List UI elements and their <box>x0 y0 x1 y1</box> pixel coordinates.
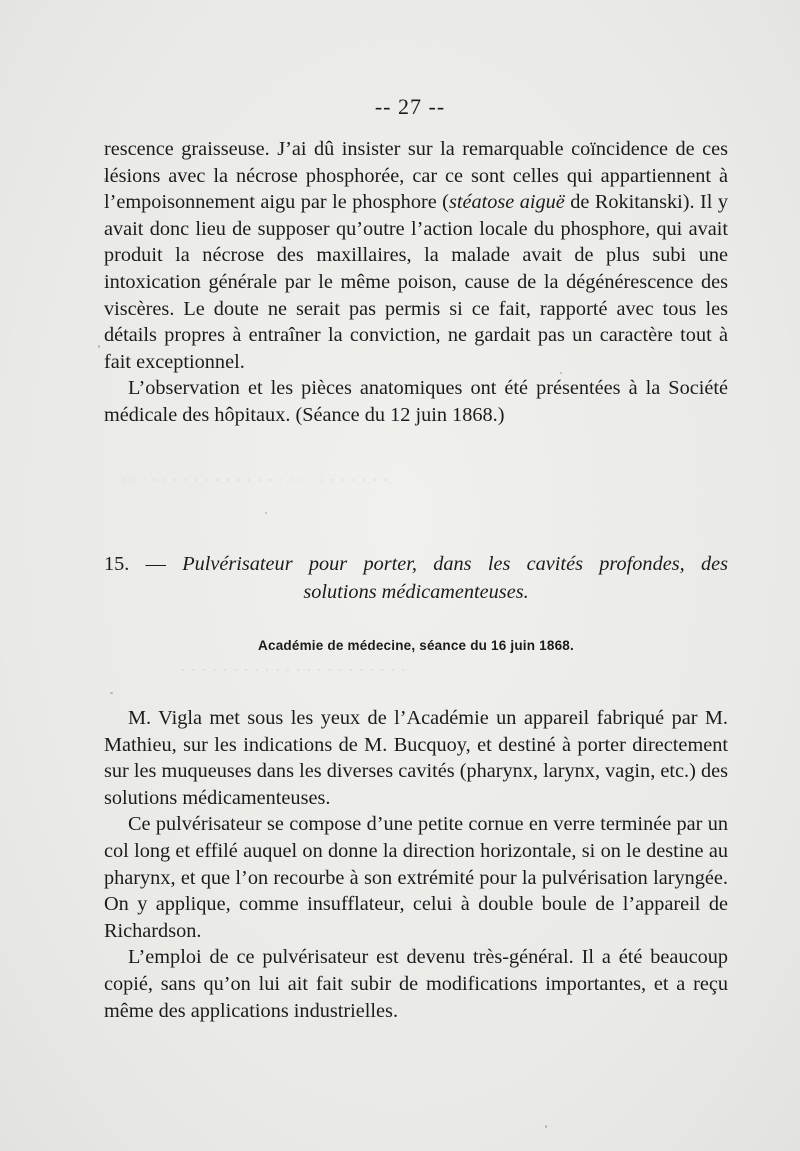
meeting-reference: Académie de médecine, séance du 16 juin 1868. <box>258 638 574 653</box>
paper-speck <box>545 1125 547 1128</box>
text-segment-italic: stéatose aiguë <box>448 191 565 214</box>
body-text-top <box>104 136 728 429</box>
paragraph-description: Ce pulvérisateur se compose d’une petite cornue en verre terminée par un col long et effilé auquel on donne la direction horizontale, si on le destine au pharynx, et que l’on recourbe à son extrémité pour la pulvérisation laryngée. On y applique, comme insufflateur, celui à double boule de l’appareil de Richardson. <box>104 813 728 942</box>
section-title-line-2: solutions médicamenteuses. <box>303 581 529 603</box>
paragraph-usage: L’emploi de ce pulvérisateur est devenu très-général. Il a été beaucoup copié, sans qu’on lui ait fait subir de modifications importantes, et a reçu même des applications industrielles. <box>104 946 728 1022</box>
text-segment: L’observation et les pièces anatomiques ont été présentées à la Société médicale des hôpitaux. (Séance du 12 juin 1868.) <box>104 377 728 426</box>
show-through-text: · · · · · · · · · · · · · · · · · · · · · · · · · · <box>120 470 389 490</box>
paper-speck <box>98 345 100 348</box>
paragraph-vigla: M. Vigla met sous les yeux de l’Académie un appareil fabriqué par M. Mathieu, sur les indications de M. Bucquoy, et destiné à porter directement sur les muqueuses dans les diverses cavités (pharynx, larynx, vagin, etc.) des solutions médicamenteuses. <box>104 707 728 809</box>
paragraph-observation <box>104 375 728 428</box>
show-through-text: · · · · · · · · · · · · · · · · · · · · · · <box>180 660 407 680</box>
page-number: -- 27 -- <box>374 94 446 119</box>
paragraph-necrosis <box>104 136 728 375</box>
paper-speck <box>110 692 113 694</box>
section-title-part-1: Pulvérisateur pour porter, dans les cavités profondes, des <box>182 553 728 575</box>
text-segment: de Rokitanski). Il y avait donc lieu de supposer qu’outre l’action locale du phosphore, qui avait produit la nécrose des maxillaires, la malade avait de plus subi une intoxication générale par le même poison, cause de la dégénérescence des viscères. Le doute ne serait pas permis si ce fait, rapporté avec tous les détails propres à entraîner la conviction, ne gardait pas un caractère tout à fait exceptionnel. <box>104 191 729 373</box>
paper-speck <box>265 512 267 514</box>
body-text-bottom <box>104 705 728 1024</box>
section-title-line-1 <box>104 550 728 578</box>
section-heading <box>104 550 728 606</box>
section-number: 15. — <box>104 553 183 575</box>
text-segment: rescence graisseuse. J’ai dû insister sur la remarquable coïncidence de ces lésions avec la nécrose phosphorée, car ce sont celles qui appartiennent à l’empoisonnement aigu par le phosphore ( <box>104 138 728 214</box>
